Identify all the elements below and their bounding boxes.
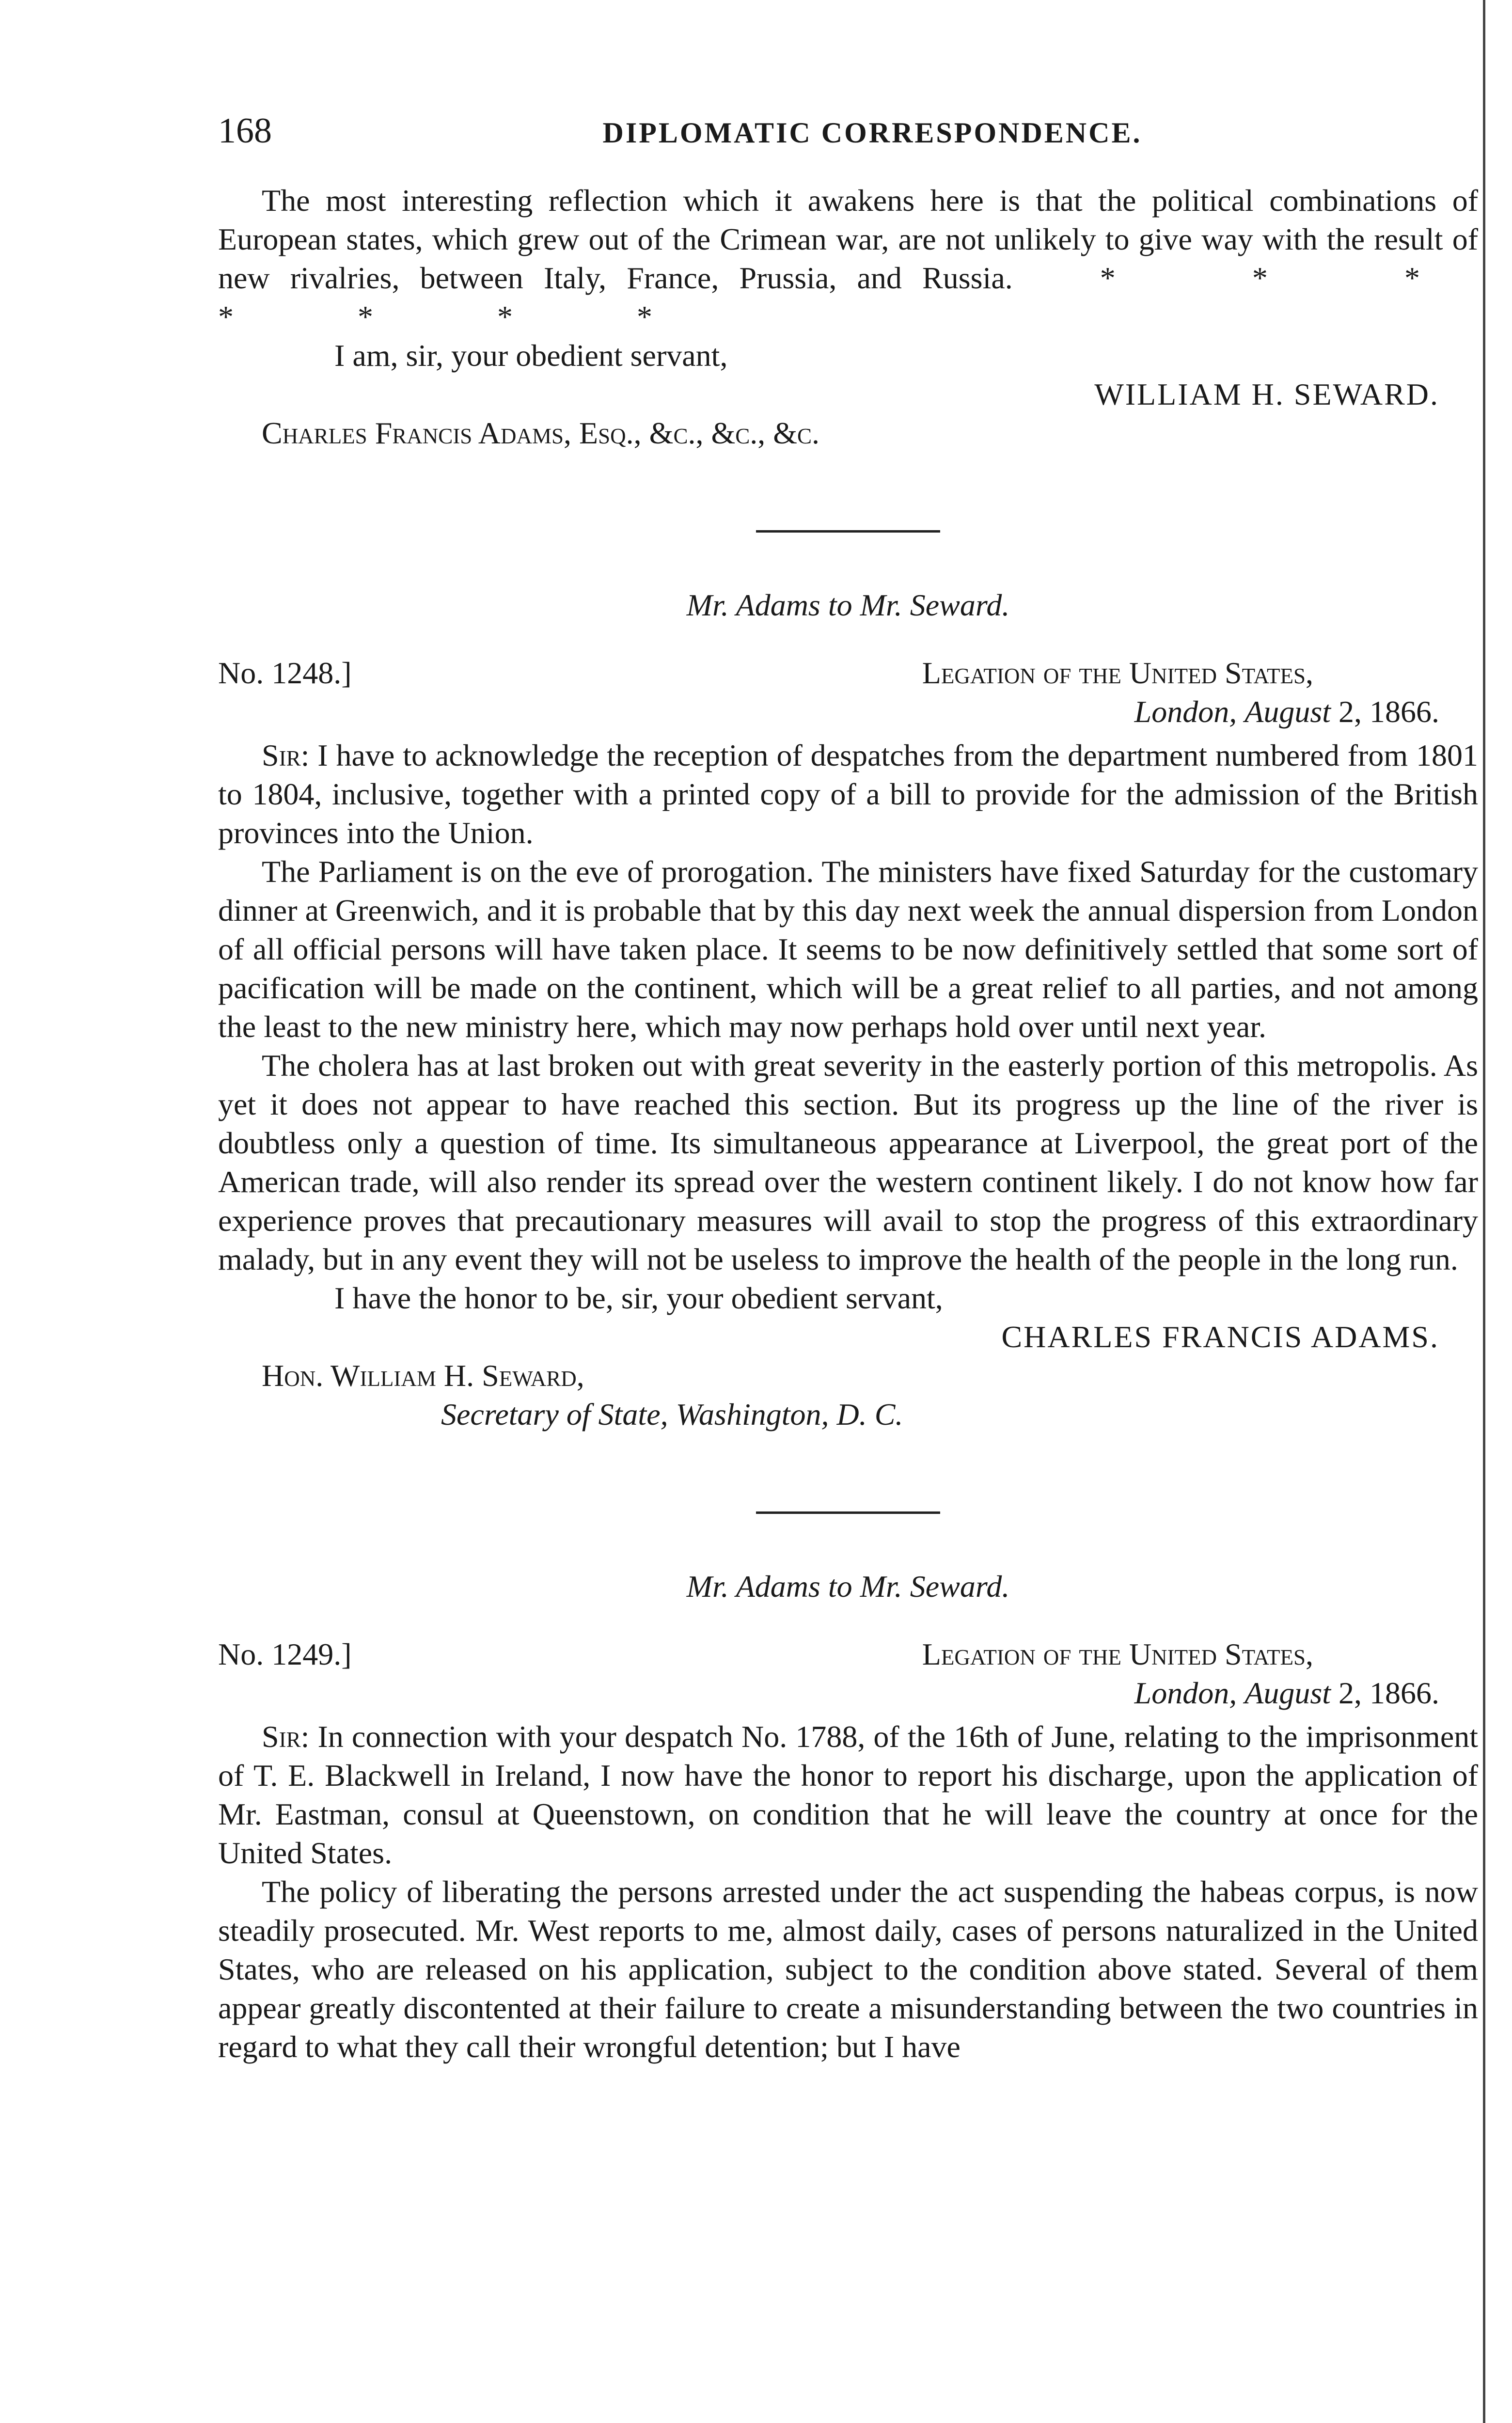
place: London, — [1134, 694, 1237, 729]
addressee: Hon. William H. Seward, — [262, 1358, 584, 1393]
date-rest: 2, 1866. — [1339, 1676, 1439, 1710]
page-number: 168 — [218, 111, 272, 151]
paragraph: The Parliament is on the eve of prorogation. The ministers have fixed Saturday for the customary dinner at Greenwich, and it is probable that by this day next week the annual dispersion from London of all official persons will have taken place. It seems to be now definitively settled that some sort of pacification will be made on the continent, which will be a great relief to all parties, and not among the least to the new ministry here, which may now perhaps hold over until next year. — [218, 854, 1478, 1044]
date-month: August — [1244, 694, 1331, 729]
letter-title: Mr. Adams to Mr. Seward. — [686, 588, 1010, 622]
signature: WILLIAM H. SEWARD. — [1094, 377, 1439, 411]
salutation: Sir: — [262, 1719, 310, 1754]
salutation: Sir: — [262, 738, 310, 772]
running-head: DIPLOMATIC CORRESPONDENCE. — [602, 117, 1142, 149]
letter-title: Mr. Adams to Mr. Seward. — [686, 1569, 1010, 1604]
section-divider — [756, 1511, 940, 1514]
signature: CHARLES FRANCIS ADAMS. — [1001, 1320, 1439, 1354]
date-rest: 2, 1866. — [1339, 694, 1439, 729]
section-divider — [756, 530, 940, 533]
place: London, — [1134, 1676, 1237, 1710]
paragraph — [218, 181, 1478, 336]
legation: Legation of the United States, — [922, 656, 1313, 690]
letter-meta — [218, 1635, 1478, 1674]
paragraph: The cholera has at last broken out with great severity in the easterly portion of this metropolis. As yet it does not appear to have reached this section. But its progress up the line of the river is doubtless only a question of time. Its simultaneous appearance at Liverpool, the great port of the American trade, will also render its spread over the western continent likely. I do not know how far experience proves that precautionary measures will avail to stop the progress of this extraordinary malady, but in any event they will not be useless to improve the health of the people in the long run. — [218, 1048, 1478, 1276]
paragraph — [218, 1717, 1478, 1872]
paragraph-text: In connection with your despatch No. 1788, of the 16th of June, relating to the imprisonment of T. E. Blackwell in Ireland, I now have the honor to report his discharge, upon the application of Mr. Eastman, consul at Queenstown, on condition that he will leave the country at once for the United States. — [218, 1719, 1479, 1870]
legation: Legation of the United States, — [922, 1637, 1313, 1671]
closing: I have the honor to be, sir, your obedient servant, — [334, 1281, 943, 1315]
page-header — [218, 111, 1478, 152]
letter-1249 — [218, 1567, 1478, 2066]
paragraph-text: I have to acknowledge the reception of despatches from the department numbered from 1801 to 1804, inclusive, together with a printed copy of a bill to provide for the admission of the British provinces into the Union. — [218, 738, 1479, 850]
letter-1248 — [218, 586, 1478, 1434]
omission-stars: * * * * * * * — [218, 261, 1479, 334]
despatch-number: No. 1249.] — [218, 1637, 352, 1671]
paragraph-text: The most interesting reflection which it awakens here is that the political combinations of European states, which grew out of the Crimean war, are not unlikely to give way with the result of new rivalries, between Italy, France, Prussia, and Russia. — [218, 183, 1478, 295]
letter-1-tail — [218, 181, 1478, 453]
date-month: August — [1244, 1676, 1331, 1710]
document-page — [218, 111, 1478, 2066]
despatch-number: No. 1248.] — [218, 656, 352, 690]
addressee: Charles Francis Adams, Esq., &c., &c., &c. — [262, 416, 820, 450]
paragraph: The policy of liberating the persons arrested under the act suspending the habeas corpus, is now steadily prosecuted. Mr. West reports to me, almost daily, cases of persons naturalized in the United States, who are released on his application, subject to the condition above stated. Several of them appear greatly discontented at their failure to create a misunderstanding between the two countries in regard to what they call their wrongful detention; but I have — [218, 1874, 1478, 2064]
paragraph — [218, 736, 1478, 852]
date-line — [218, 692, 1439, 731]
date-line — [218, 1674, 1439, 1713]
closing: I am, sir, your obedient servant, — [334, 338, 728, 373]
letter-meta — [218, 654, 1478, 692]
page-edge-rule — [1483, 0, 1485, 2423]
addressee-title: Secretary of State, Washington, D. C. — [441, 1397, 903, 1432]
